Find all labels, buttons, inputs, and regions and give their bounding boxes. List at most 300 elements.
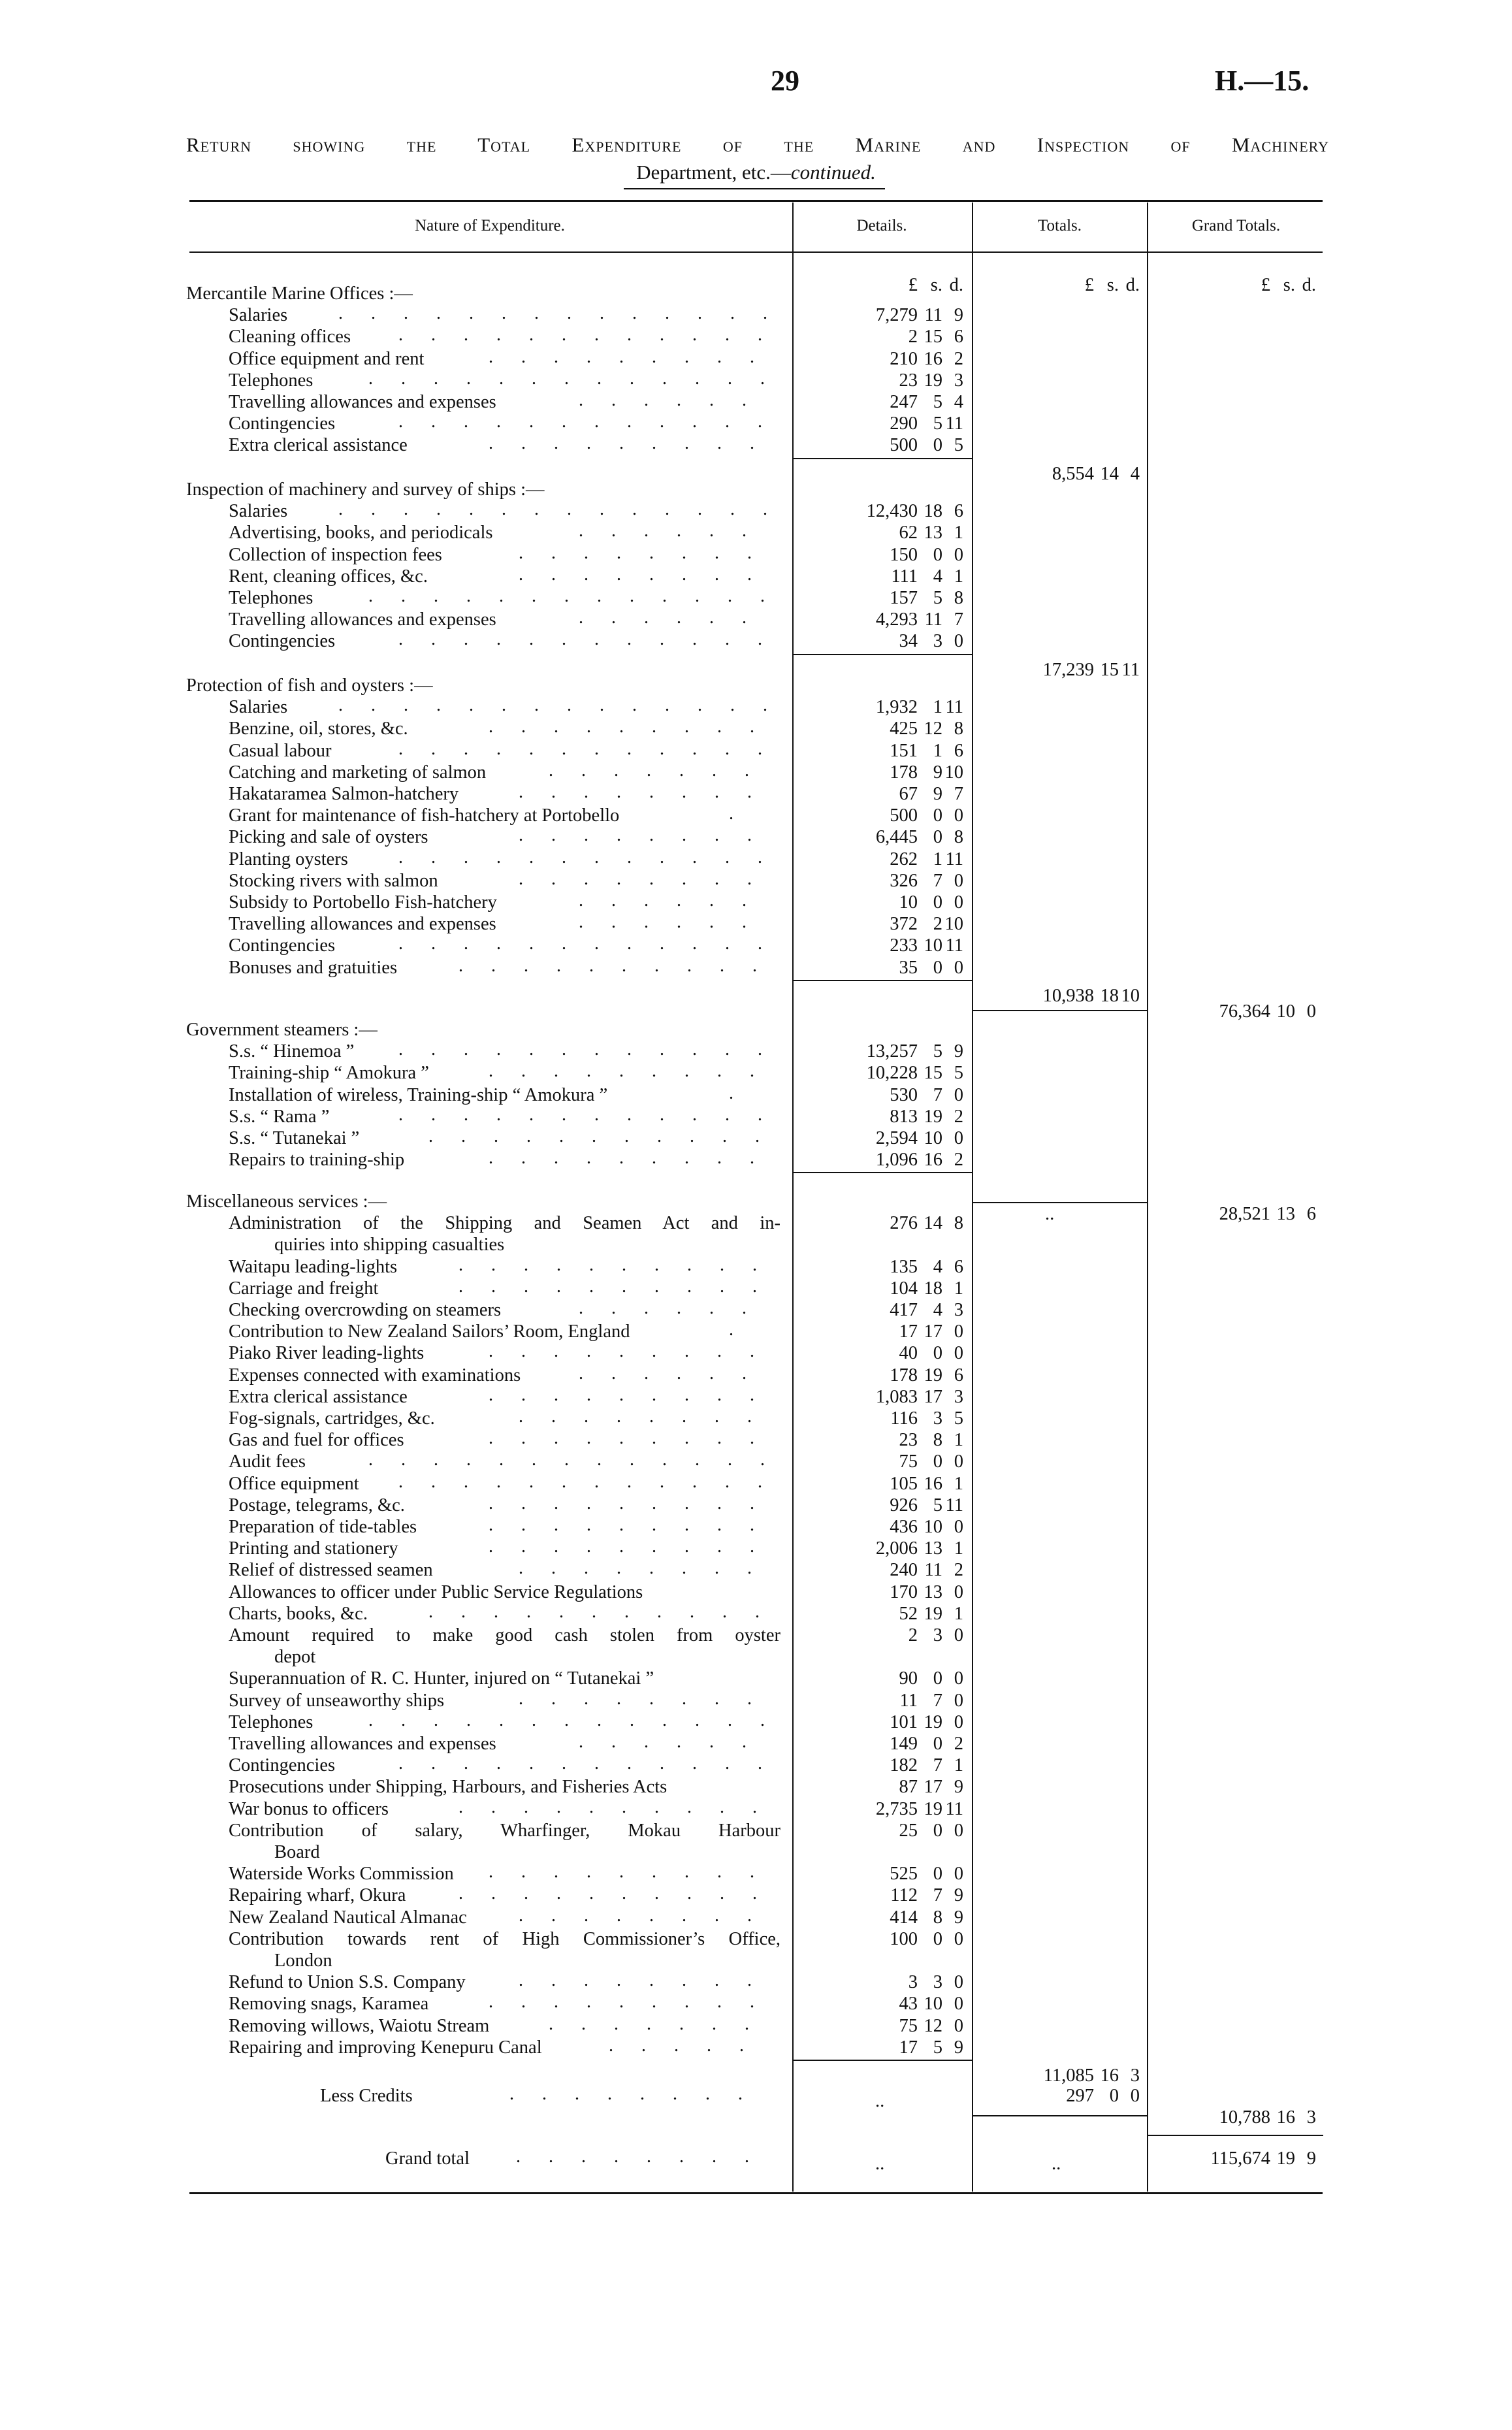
leader-dots: ......... — [489, 1428, 782, 1449]
col-divider-grand — [1147, 202, 1148, 2192]
item-amount-pounds: 17 — [899, 2037, 918, 2058]
item-amount-pounds: 530 — [890, 1084, 918, 1105]
title-rule — [624, 188, 885, 189]
item-amount-shillings: 9 — [933, 762, 942, 783]
item-label: Contingencies — [229, 935, 336, 956]
section-heading: Mercantile Marine Offices :— — [186, 284, 413, 304]
header-top-rule — [189, 200, 1323, 202]
less-credits-total-pounds: 297 — [1066, 2086, 1094, 2106]
leader-dots: ......... — [489, 1341, 782, 1362]
item-amount-pounds: 2,735 — [875, 1798, 918, 1819]
item-amount-pounds: 75 — [899, 2015, 918, 2036]
item-amount-shillings: 4 — [933, 1256, 942, 1277]
item-amount-pence: 2 — [954, 1560, 963, 1581]
item-amount-shillings: 0 — [933, 1734, 942, 1754]
item-label-cont: London — [274, 1951, 332, 1971]
item-amount-pounds: 34 — [899, 631, 918, 652]
item-amount-pounds: 90 — [899, 1668, 918, 1689]
item-amount-pounds: 67 — [899, 784, 918, 804]
item-amount-pounds: 149 — [890, 1734, 918, 1754]
item-label: Contingencies — [229, 413, 336, 434]
item-label: Subsidy to Portobello Fish-hatchery — [229, 892, 497, 913]
item-amount-shillings: 19 — [924, 1603, 942, 1624]
item-amount-shillings: 10 — [924, 1517, 942, 1537]
unit-grand-shillings: s. — [1283, 275, 1295, 295]
item-label: Contribution towards rent of High Commissioner’s Office, — [229, 1928, 780, 1949]
item-amount-shillings: 4 — [933, 566, 942, 587]
leader-dots: ...... — [579, 890, 775, 911]
unit-totals-shillings: s. — [1106, 275, 1119, 295]
item-amount-shillings: 7 — [933, 1690, 942, 1711]
item-label: Contribution of salary, Wharfinger, Mokau Harbour — [229, 1820, 780, 1841]
section-grand-total-pence: 6 — [1306, 1204, 1316, 1225]
item-amount-pounds: 1,096 — [875, 1150, 918, 1171]
item-amount-shillings: 7 — [933, 870, 942, 891]
leader-dots: ............ — [398, 1753, 790, 1774]
page-number: 29 — [771, 65, 799, 97]
item-label: New Zealand Nautical Almanac — [229, 1907, 467, 1928]
item-label: Bonuses and gratuities — [229, 957, 398, 978]
leader-dots: ......... — [489, 433, 782, 454]
less-credits-total-shillings: 0 — [1109, 2086, 1119, 2106]
item-amount-pence: 5 — [954, 435, 963, 456]
item-amount-pounds: 52 — [899, 1603, 918, 1624]
item-label: Relief of distressed seamen — [229, 1560, 433, 1581]
leader-dots: ........... — [428, 1601, 788, 1622]
item-label: Preparation of tide-tables — [229, 1517, 417, 1537]
unit-grand-pounds: £ — [1261, 275, 1270, 295]
section-grand-total-pence: 0 — [1306, 1001, 1316, 1022]
item-amount-pence: 0 — [954, 1994, 963, 2015]
item-amount-shillings: 15 — [924, 1063, 942, 1084]
item-amount-pence: 1 — [954, 1538, 963, 1559]
item-amount-pence: 0 — [954, 805, 963, 826]
item-amount-pounds: 276 — [890, 1213, 918, 1234]
item-label: Removing snags, Karamea — [229, 1994, 429, 2015]
section-total-pounds: 8,554 — [1052, 463, 1094, 484]
leader-dots: ........ — [519, 782, 780, 802]
item-amount-shillings: 7 — [933, 1755, 942, 1776]
section-total-shillings: 14 — [1100, 463, 1119, 484]
item-amount-pence: 0 — [954, 1451, 963, 1472]
item-amount-pounds: 500 — [890, 805, 918, 826]
item-amount-shillings: 0 — [933, 1343, 942, 1364]
item-amount-shillings: 12 — [924, 2015, 942, 2036]
item-amount-pence: 2 — [954, 1734, 963, 1754]
item-amount-pounds: 10 — [899, 892, 918, 913]
item-amount-shillings: 19 — [924, 1798, 942, 1819]
item-label: Removing willows, Waiotu Stream — [229, 2015, 490, 2036]
leader-dots: ...... — [579, 1363, 775, 1384]
leader-dots: ......... — [489, 1515, 782, 1535]
leader-dots: ............. — [368, 1709, 793, 1730]
item-amount-shillings: 16 — [924, 1150, 942, 1171]
leader-dots: ........ — [519, 825, 780, 846]
item-amount-pence: 0 — [954, 1928, 963, 1949]
item-amount-shillings: 1 — [933, 849, 942, 869]
item-amount-shillings: 5 — [933, 2037, 942, 2058]
item-label: Rent, cleaning offices, &c. — [229, 566, 428, 587]
item-label: Prosecutions under Shipping, Harbours, and Fisheries Acts — [229, 1777, 668, 1798]
leader-dots: .......... — [458, 955, 785, 976]
item-amount-shillings: 9 — [933, 784, 942, 804]
section-total-pence: 3 — [1130, 2066, 1140, 2086]
header-details: Details. — [856, 217, 907, 235]
unit-details-pounds: £ — [908, 275, 918, 295]
item-amount-pence: 7 — [954, 609, 963, 630]
leader-dots: ....... — [549, 2013, 777, 2034]
item-amount-pounds: 2 — [908, 1625, 918, 1645]
leader-dots: ............ — [398, 933, 790, 954]
leader-dots: . — [729, 1082, 762, 1103]
item-label: Hakataramea Salmon-hatchery — [229, 784, 459, 804]
item-amount-shillings: 0 — [933, 1928, 942, 1949]
item-label: S.s. “ Tutanekai ” — [229, 1128, 360, 1148]
item-label: Planting oysters — [229, 849, 348, 869]
item-amount-shillings: 1 — [933, 697, 942, 718]
header-totals: Totals. — [1038, 217, 1082, 235]
leader-dots: ........ — [519, 1905, 780, 1926]
less-credits-total-pence: 0 — [1130, 2086, 1140, 2106]
item-amount-pence: 0 — [954, 1581, 963, 1602]
section-total: .. — [1045, 1204, 1055, 1225]
item-amount-pounds: 40 — [899, 1343, 918, 1364]
item-amount-pence: 10 — [944, 762, 963, 783]
item-label: Collection of inspection fees — [229, 544, 442, 565]
item-amount-pence: 9 — [954, 1041, 963, 1062]
item-amount-pence: 6 — [954, 327, 963, 348]
item-amount-shillings: 5 — [933, 1041, 942, 1062]
section-total-pence: 4 — [1130, 463, 1140, 484]
item-amount-pounds: 210 — [890, 348, 918, 369]
section-total-shillings: 16 — [1100, 2066, 1119, 2086]
leader-dots: ............. — [368, 586, 793, 606]
item-amount-shillings: 10 — [924, 1994, 942, 2015]
item-amount-shillings: 18 — [924, 1278, 942, 1299]
item-label: Casual labour — [229, 740, 332, 761]
item-amount-pounds: 4,293 — [875, 609, 918, 630]
item-amount-pence: 3 — [954, 1300, 963, 1320]
subtotal-rule — [792, 980, 972, 981]
item-amount-shillings: 4 — [933, 1300, 942, 1320]
item-amount-pounds: 170 — [890, 1581, 918, 1602]
item-amount-shillings: 7 — [933, 1885, 942, 1906]
item-amount-pounds: 150 — [890, 544, 918, 565]
leader-dots: ...... — [579, 1732, 775, 1752]
item-amount-pounds: 105 — [890, 1473, 918, 1494]
leader-dots: ......... — [489, 1148, 782, 1169]
item-amount-pounds: 17 — [899, 1321, 918, 1342]
item-label: Printing and stationery — [229, 1538, 398, 1559]
leader-dots: ...... — [579, 390, 775, 410]
item-label: Waterside Works Commission — [229, 1864, 454, 1885]
item-amount-pounds: 100 — [890, 1928, 918, 1949]
item-amount-pence: 3 — [954, 370, 963, 391]
grand-total-amount-pence: 9 — [1306, 2148, 1316, 2169]
item-amount-pence: 1 — [954, 566, 963, 587]
item-amount-shillings: 16 — [924, 1473, 942, 1494]
leader-dots: ........ — [519, 868, 780, 889]
item-amount-pence: 8 — [954, 827, 963, 848]
item-label: Installation of wireless, Training-ship “ Amokura ” — [229, 1084, 608, 1105]
subtotal-rule — [792, 458, 972, 459]
item-label: Carriage and freight — [229, 1278, 379, 1299]
grand-total-totals: .. — [1052, 2154, 1061, 2174]
item-label: Grant for maintenance of fish-hatchery at Portobello — [229, 805, 620, 826]
item-amount-pounds: 813 — [890, 1106, 918, 1127]
unit-totals-pence: d. — [1125, 275, 1140, 295]
item-amount-pence: 6 — [954, 740, 963, 761]
item-amount-shillings: 0 — [933, 1668, 942, 1689]
item-amount-pence: 1 — [954, 1278, 963, 1299]
item-amount-shillings: 18 — [924, 501, 942, 522]
section-heading: Miscellaneous services :— — [186, 1191, 387, 1212]
item-amount-pounds: 247 — [890, 392, 918, 412]
item-amount-pence: 0 — [954, 1084, 963, 1105]
section-total-pence: 11 — [1121, 659, 1140, 680]
header-grand: Grand Totals. — [1191, 217, 1281, 235]
item-label: War bonus to officers — [229, 1798, 389, 1819]
less-credits-grand-pence: 3 — [1306, 2107, 1316, 2128]
item-amount-pounds: 326 — [890, 870, 918, 891]
unit-details-shillings: s. — [930, 275, 942, 295]
item-amount-pence: 7 — [954, 784, 963, 804]
grand-total-amount-pounds: 115,674 — [1210, 2148, 1270, 2169]
item-amount-shillings: 13 — [924, 1581, 942, 1602]
leader-dots: .............. — [338, 499, 796, 520]
leader-dots: ...... — [579, 912, 775, 933]
footer-rule — [189, 2192, 1323, 2194]
section-grand-total-pounds: 28,521 — [1219, 1204, 1270, 1225]
leader-dots: ...... — [579, 1298, 775, 1318]
item-amount-shillings: 0 — [933, 957, 942, 978]
item-label: Survey of unseaworthy ships — [229, 1690, 445, 1711]
item-amount-pence: 1 — [954, 1473, 963, 1494]
item-label: Gas and fuel for offices — [229, 1430, 404, 1451]
item-amount-pounds: 525 — [890, 1864, 918, 1885]
leader-dots: ............ — [398, 1471, 790, 1492]
leader-dots: ........ — [519, 564, 780, 585]
item-amount-pounds: 157 — [890, 588, 918, 608]
item-label: Refund to Union S.S. Company — [229, 1972, 466, 1993]
item-label: Administration of the Shipping and Seamen Act and in- — [229, 1213, 780, 1234]
leader-dots: ......... — [489, 1536, 782, 1557]
item-amount-shillings: 0 — [933, 435, 942, 456]
item-label: Expenses connected with examinations — [229, 1365, 521, 1385]
item-amount-pence: 0 — [954, 892, 963, 913]
item-label: Catching and marketing of salmon — [229, 762, 487, 783]
grand-subtotal-rule — [972, 1010, 1147, 1011]
leader-dots: . — [729, 1320, 762, 1340]
item-label: Travelling allowances and expenses — [229, 609, 496, 630]
item-amount-shillings: 19 — [924, 1106, 942, 1127]
item-label: Travelling allowances and expenses — [229, 392, 496, 412]
item-amount-pounds: 926 — [890, 1495, 918, 1515]
item-amount-pounds: 417 — [890, 1300, 918, 1320]
item-amount-pounds: 414 — [890, 1907, 918, 1928]
unit-totals-pounds: £ — [1084, 275, 1094, 295]
subtotal-rule — [792, 1172, 972, 1173]
item-amount-pounds: 87 — [899, 1777, 918, 1798]
item-amount-shillings: 8 — [933, 1907, 942, 1928]
leader-dots: ......... — [489, 1384, 782, 1405]
item-amount-shillings: 0 — [933, 1820, 942, 1841]
item-amount-pence: 11 — [945, 697, 963, 718]
unit-details-pence: d. — [949, 275, 963, 295]
leader-dots: ......... — [489, 717, 782, 737]
section-heading: Inspection of machinery and survey of ships :— — [186, 479, 545, 500]
document-code: H.—15. — [1215, 65, 1310, 97]
item-amount-pence: 1 — [954, 523, 963, 543]
item-label: Contribution to New Zealand Sailors’ Room, England — [229, 1321, 630, 1342]
item-amount-pounds: 75 — [899, 1451, 918, 1472]
item-amount-pence: 9 — [954, 305, 963, 326]
section-heading: Protection of fish and oysters :— — [186, 675, 433, 696]
item-amount-pence: 8 — [954, 719, 963, 739]
table-title: Return showing the Total Expenditure of the Marine and Inspection of Machinery — [186, 133, 1329, 156]
item-amount-shillings: 11 — [924, 305, 942, 326]
item-amount-pence: 0 — [954, 1690, 963, 1711]
item-amount-pounds: 6,445 — [875, 827, 918, 848]
item-amount-shillings: 10 — [924, 1128, 942, 1148]
item-label: Salaries — [229, 305, 288, 326]
item-label: Audit fees — [229, 1451, 306, 1472]
item-amount-pounds: 2,006 — [875, 1538, 918, 1559]
item-amount-pounds: 13,257 — [866, 1041, 918, 1062]
item-amount-shillings: 3 — [933, 1408, 942, 1429]
item-amount-pence: 1 — [954, 1755, 963, 1776]
item-label: Superannuation of R. C. Hunter, injured on “ Tutanekai ” — [229, 1668, 654, 1689]
item-amount-shillings: 19 — [924, 370, 942, 391]
leader-dots: .............. — [338, 303, 796, 324]
item-amount-shillings: 13 — [924, 1538, 942, 1559]
section-heading: Government steamers :— — [186, 1020, 378, 1040]
item-amount-pounds: 104 — [890, 1278, 918, 1299]
item-label: Telephones — [229, 1711, 314, 1732]
leader-dots: ............ — [398, 847, 790, 867]
item-amount-pounds: 23 — [899, 1430, 918, 1451]
item-amount-pounds: 7,279 — [875, 305, 918, 326]
leader-dots: .......... — [458, 1883, 785, 1904]
leader-dots: ........ — [519, 1688, 780, 1709]
item-amount-shillings: 5 — [933, 413, 942, 434]
item-amount-shillings: 5 — [933, 392, 942, 412]
item-amount-shillings: 11 — [924, 609, 942, 630]
item-amount-pence: 0 — [954, 2015, 963, 2036]
item-amount-pence: 1 — [954, 1430, 963, 1451]
item-label: Repairs to training-ship — [229, 1150, 405, 1171]
section-total-shillings: 18 — [1100, 985, 1119, 1006]
item-amount-pence: 10 — [944, 914, 963, 935]
item-amount-pounds: 12,430 — [866, 501, 918, 522]
leader-dots: ............ — [398, 412, 790, 432]
item-amount-shillings: 3 — [933, 1625, 942, 1645]
item-amount-shillings: 10 — [924, 935, 942, 956]
item-amount-pounds: 436 — [890, 1517, 918, 1537]
item-amount-pence: 0 — [954, 1517, 963, 1537]
item-amount-pence: 11 — [945, 1798, 963, 1819]
item-label: Telephones — [229, 588, 314, 608]
item-amount-pence: 8 — [954, 1213, 963, 1234]
item-amount-shillings: 0 — [933, 544, 942, 565]
item-amount-pounds: 35 — [899, 957, 918, 978]
leader-dots: ......... — [489, 1493, 782, 1514]
item-label: Advertising, books, and periodicals — [229, 523, 493, 543]
item-amount-shillings: 19 — [924, 1711, 942, 1732]
leader-dots: ........ — [519, 542, 780, 563]
item-amount-shillings: 14 — [924, 1213, 942, 1234]
header-nature: Nature of Expenditure. — [415, 217, 565, 235]
item-amount-pence: 9 — [954, 1885, 963, 1906]
item-label: Telephones — [229, 370, 314, 391]
less-credits-details: .. — [875, 2091, 885, 2111]
item-amount-pence: 0 — [954, 870, 963, 891]
item-amount-pence: 0 — [954, 544, 963, 565]
item-amount-shillings: 5 — [933, 588, 942, 608]
item-amount-pounds: 11 — [899, 1690, 918, 1711]
item-amount-pounds: 101 — [890, 1711, 918, 1732]
item-amount-pounds: 23 — [899, 370, 918, 391]
item-label: Waitapu leading-lights — [229, 1256, 398, 1277]
leader-dots: ............. — [368, 368, 793, 389]
grand-total-details: .. — [875, 2154, 885, 2174]
section-total-pounds: 17,239 — [1042, 659, 1094, 680]
item-amount-pounds: 111 — [891, 566, 918, 587]
item-amount-pounds: 233 — [890, 935, 918, 956]
leader-dots: .......... — [458, 1276, 785, 1297]
item-label: Contingencies — [229, 631, 336, 652]
leader-dots: .......... — [458, 1254, 785, 1275]
item-label-cont: Board — [274, 1842, 320, 1862]
unit-grand-pence: d. — [1302, 275, 1316, 295]
leader-dots: ............ — [398, 1104, 790, 1125]
less-credits-grand-pounds: 10,788 — [1219, 2107, 1270, 2128]
item-amount-shillings: 1 — [933, 740, 942, 761]
item-amount-pence: 6 — [954, 501, 963, 522]
item-amount-shillings: 3 — [933, 631, 942, 652]
item-amount-pounds: 135 — [890, 1256, 918, 1277]
item-amount-pence: 2 — [954, 1150, 963, 1171]
item-amount-pence: 11 — [945, 849, 963, 869]
leader-dots: ........ — [509, 2084, 771, 2104]
section-grand-total-shillings: 10 — [1276, 1001, 1295, 1022]
item-amount-pence: 4 — [954, 392, 963, 412]
grand-rule — [1147, 2135, 1323, 2136]
subtotal-rule — [792, 2060, 972, 2061]
item-label: Fog-signals, cartridges, &c. — [229, 1408, 435, 1429]
section-grand-total-shillings: 13 — [1276, 1204, 1295, 1225]
item-amount-pence: 9 — [954, 1777, 963, 1798]
item-amount-pence: 0 — [954, 1321, 963, 1342]
leader-dots: ........... — [428, 1126, 788, 1146]
item-label: Travelling allowances and expenses — [229, 1734, 496, 1754]
item-label: Checking overcrowding on steamers — [229, 1300, 502, 1320]
item-amount-pence: 0 — [954, 631, 963, 652]
item-amount-pence: 2 — [954, 1106, 963, 1127]
item-label: Picking and sale of oysters — [229, 827, 428, 848]
leader-dots: ...... — [579, 521, 775, 542]
item-label: Travelling allowances and expenses — [229, 914, 496, 935]
item-amount-pence: 3 — [954, 1386, 963, 1407]
item-label-cont: quiries into shipping casualties — [274, 1235, 505, 1256]
table-title-continued: Department, etc.—continued. — [636, 161, 876, 184]
item-label: Postage, telegrams, &c. — [229, 1495, 405, 1515]
grand-total-amount-shillings: 19 — [1276, 2148, 1295, 2169]
item-amount-pounds: 25 — [899, 1820, 918, 1841]
item-label: Repairing and improving Kenepuru Canal — [229, 2037, 542, 2058]
item-label: Contingencies — [229, 1755, 336, 1776]
item-label: Salaries — [229, 501, 288, 522]
